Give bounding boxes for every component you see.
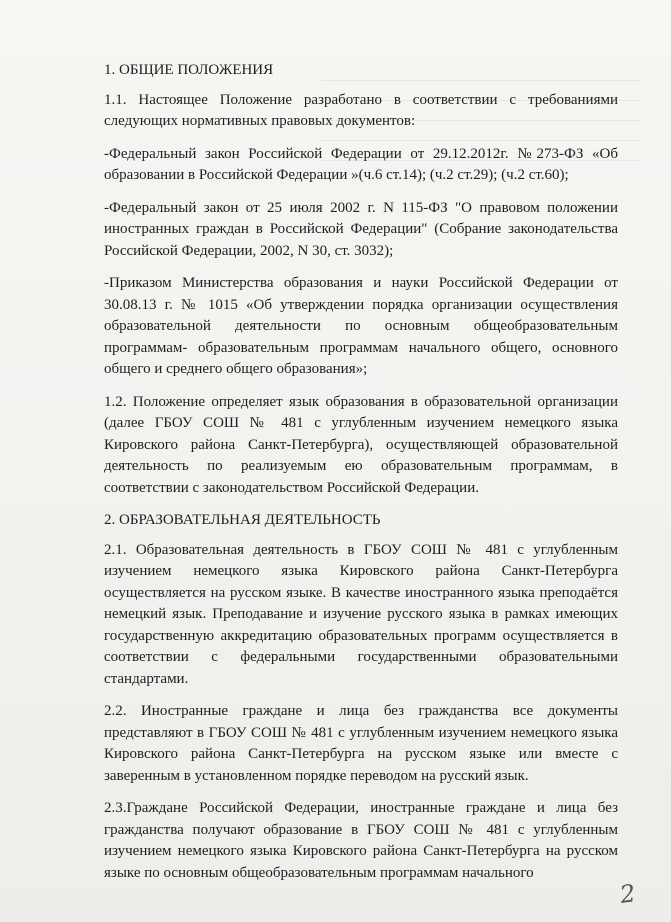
document-body [104,60,618,884]
paragraph-2-1: 2.1. Образовательная деятельность в ГБОУ СОШ № 481 с углубленным изучением немецкого языка Кировского района Санкт-Петербурга осуществляется на русском языке. В качестве иностранного языка преподаётся немецкий язык. Преподавание и изучение русского языка в рамках имеющих государственную аккредитацию образовательных программ осуществляется в соответствии с федеральными государственными образовательными стандартами. [104,541,618,687]
paragraph-1-2: 1.2. Положение определяет язык образования в образовательной организации (далее ГБОУ СОШ № 481 с углубленным изучением немецкого языка Кировского района Санкт-Петербурга), осуществляющей образовательной деятельность по реализуемым ею образовательным программам, в соответствии с законодательством Российской Федерации. [104,393,618,496]
paragraph-federal-law-273: -Федеральный закон Российской Федерации от 29.12.2012г. №273-ФЗ «Об образовании в Российской Федерации »(ч.6 ст.14); (ч.2 ст.29); (ч.2 ст.60); [104,145,618,183]
paragraph-order-1015: -Приказом Министерства образования и науки Российской Федерации от 30.08.13 г. № 1015 «Об утверждении порядка организации осуществления образовательной деятельности по основным общеобразовательным программам- образовательным программам начального общего, основного общего и среднего общего образования»; [104,275,618,377]
page-number: 2 [618,879,638,909]
section-heading-educational-activity: 2. ОБРАЗОВАТЕЛЬНАЯ ДЕЯТЕЛЬНОСТЬ [104,512,381,528]
section-heading-general: 1. ОБЩИЕ ПОЛОЖЕНИЯ [104,62,274,78]
paragraph-2-3: 2.3.Граждане Российской Федерации, иностранные граждане и лица без гражданства получают образование в ГБОУ СОШ № 481 с углубленным изучением немецкого языка Кировского района Санкт-Петербурга на русском языке по основным общеобразовательным программам начального [104,800,618,881]
paragraph-federal-law-115: -Федеральный закон от 25 июля 2002 г. N 115-ФЗ "О правовом положении иностранных граждан в Российской Федерации" (Собрание законодательства Российской Федерации, 2002, N 30, ст. 3032); [104,199,618,259]
paragraph-2-2: 2.2. Иностранные граждане и лица без гражданства все документы представляют в ГБОУ СОШ № 481 с углубленным изучением немецкого языка Кировского района Санкт-Петербурга на русском языке или вместе с заверенным в установленном порядке переводом на русский язык. [104,703,618,784]
paragraph-1-1: 1.1. Настоящее Положение разработано в соответствии с требованиями следующих нормативных правовых документов: [104,91,618,129]
